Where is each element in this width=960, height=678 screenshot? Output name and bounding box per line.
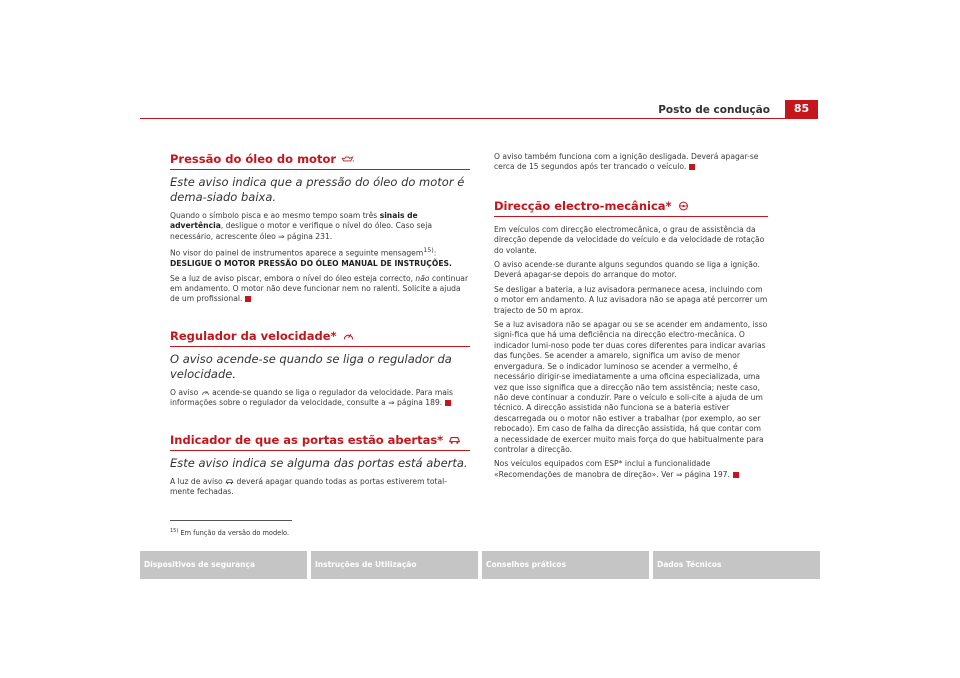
section-subtitle: Este aviso indica se alguma das portas está aberta. [170,455,468,470]
speedometer-icon [201,389,210,396]
section-subtitle: Este aviso indica que a pressão do óleo do motor é dema-siado baixa. [170,175,465,204]
footer-nav [140,551,820,579]
paragraph: O aviso também funciona com a ignição desligada. Deverá apagar-se cerca de 15 segundos após ter trancado o veículo. [494,152,759,172]
section-title-doors-open: Indicador de que as portas estão abertas* [170,433,470,451]
end-mark [445,400,451,406]
section-title-oil-pressure: Pressão do óleo do motor [170,152,470,170]
paragraph: Nos veículos equipados com ESP* inclui a funcionalidade «Recomendações de manobra de direção». Ver ⇒ página 197. [494,459,768,480]
paragraph: O aviso acende-se quando se liga o regulador da velocidade. Para mais informações sobre o regulador da velocidade, consulte a ⇒ página 189. [170,387,453,408]
paragraph: Quando o símbolo pisca e ao mesmo tempo soam três sinais de advertência, desligue o motor e verifique o nível do óleo. Caso seja necessário, acrescente óleo ⇒ página 231. [170,211,432,241]
paragraph: No visor do painel de instrumentos aparece a seguinte mensagem$^{15)}$: DESLIGUE O MOTOR PRESSÃO DO ÓLEO MANUAL DE INSTRUÇÕES. [170,247,452,269]
oil-can-icon [341,154,354,164]
left-column [170,152,470,501]
paragraph: Em veículos com direcção electromecânica, o grau de assistência da direcção depende da velocidade do veículo e da velocidade de rotação do volante. [494,224,765,255]
footnote-divider [170,520,292,521]
footer-tab-technical-data[interactable]: Dados Técnicos [653,551,820,579]
section-subtitle: O aviso acende-se quando se liga o regulador da velocidade. [170,351,452,381]
paragraph: Se a luz de aviso piscar, embora o nível do óleo esteja correcto, não continuar em andamento. O motor não deve funcionar nem no ralenti. Solicite a ajuda de um profissional. [170,273,469,304]
page-number: 85 [785,100,818,118]
end-mark [733,472,739,478]
footnote: $^{15)}$ Em função da versão do modelo. [170,528,290,538]
right-column [494,152,768,484]
header-title: Posto de condução [658,104,770,116]
section-title-electro-mechanical-steering: Direcção electro-mecânica* [494,199,768,217]
section-title-cruise-control: Regulador da velocidade* [170,329,470,347]
speedometer-icon [342,331,355,341]
car-door-icon [225,478,234,485]
steering-wheel-icon [677,201,690,211]
footer-tab-operating-instructions[interactable]: Instruções de Utilização [311,551,478,579]
end-mark [689,164,695,170]
end-mark [245,296,251,302]
footer-tab-safety[interactable]: Dispositivos de segurança [140,551,307,579]
paragraph: Se a luz avisadora não se apagar ou se se acender em andamento, isso signi-fica que há uma deficiência na direcção electro-mecânica. O indicador lumi-noso pode ter duas cores diferentes para indicar avarias das funções. Se acender a amarelo, significa um aviso de menor envergadura. Se o indicador luminoso se acender a vermelho, é necessário dirigir-se imediatamente a uma oficina especializada, uma vez que isso significa que a direcção não tem assistência; neste caso, não deve continuar a conduzir. Pare o veículo e soli-cite a ajuda de um técnico. A direcção assistida não funciona se a bateria estiver descarregada ou o motor não estiver a trabalhar (por exemplo, ao ser rebocado). Em caso de falha da direcção assistida, há que contar com a necessidade de exercer muito mais força do que habitualmente para controlar a direcção. [494,320,768,454]
paragraph: O aviso acende-se durante alguns segundos quando se liga a ignição. Deverá apagar-se depois do arranque do motor. [494,260,760,280]
header-divider [140,118,818,119]
paragraph: A luz de aviso deverá apagar quando todas as portas estiverem total-mente fechadas. [170,476,448,496]
car-door-icon [448,435,461,445]
footer-tab-practical-tips[interactable]: Conselhos práticos [482,551,649,579]
paragraph: Se desligar a bateria, a luz avisadora permanece acesa, incluindo com o motor em andamento. A luz avisadora não se apaga até percorrer um trajecto de 50 m aprox. [494,284,768,315]
